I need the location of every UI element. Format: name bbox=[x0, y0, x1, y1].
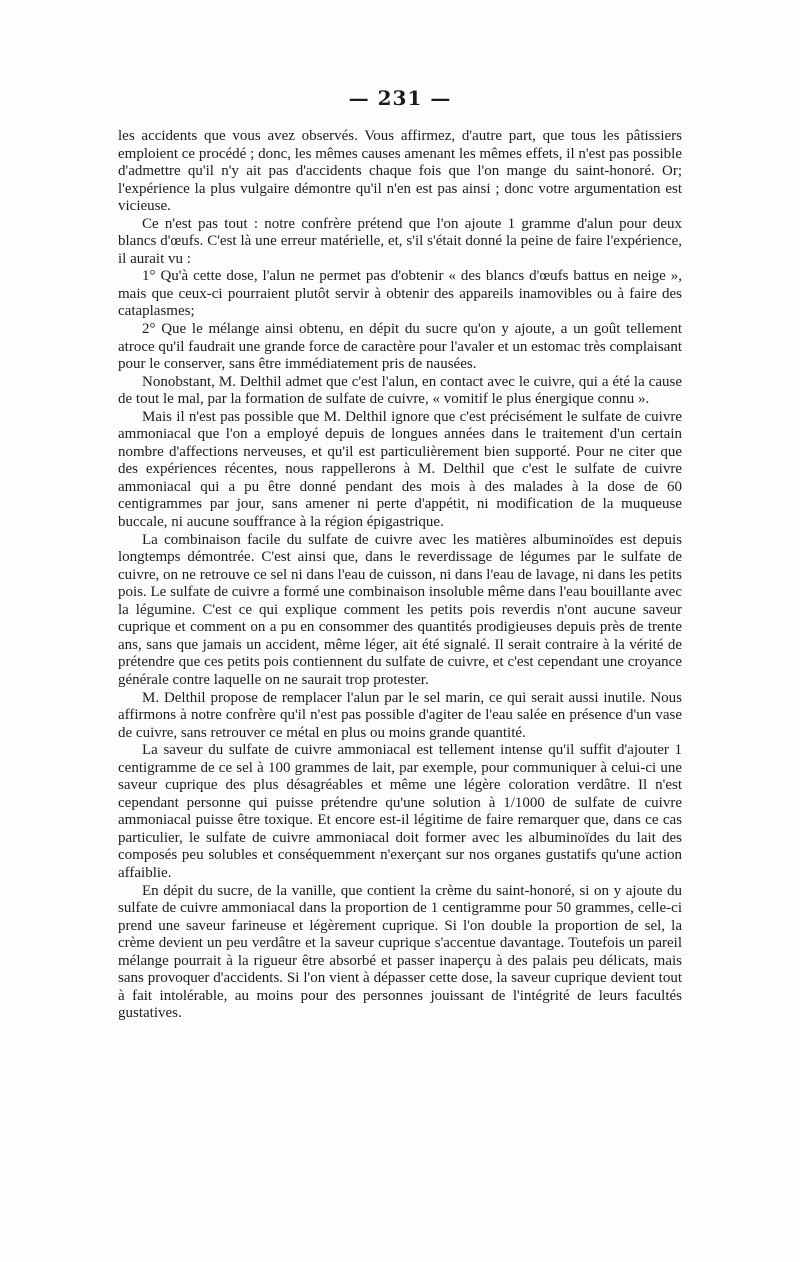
paragraph: M. Delthil propose de remplacer l'alun par le sel marin, ce qui serait aussi inutile. Nous affirmons à notre confrère qu'il n'est pas possible d'agiter de l'eau salée en présence d'un vase de cuivre, sans retrouver ce métal en plus ou moins grande quantité. bbox=[118, 689, 682, 741]
paragraph: En dépit du sucre, de la vanille, que contient la crème du saint-honoré, si on y ajoute du sulfate de cuivre ammoniacal dans la proportion de 1 centigramme pour 50 grammes, celle-ci prend une saveur farineuse et légèrement cuprique. Si l'on double la proportion de sel, la crème devient un peu verdâtre et la saveur cuprique s'accentue davantage. Toutefois un pareil mélange pourrait à la rigueur être absorbé et passer inaperçu à des palais peu délicats, mais sans provoquer d'accidents. Si l'on vient à dépasser cette dose, la saveur cuprique devient tout à fait intolérable, au moins pour des personnes jouissant de l'intégrité de leurs facultés gustatives. bbox=[118, 882, 682, 1022]
paragraph: les accidents que vous avez observés. Vous affirmez, d'autre part, que tous les pâtissiers emploient ce procédé ; donc, les mêmes causes amenant les mêmes effets, il n'est pas possible d'admettre qu'il n'y ait pas d'accidents chaque fois que l'on mange du saint-honoré. Or; l'expérience la plus vulgaire démontre qu'il n'en est pas ainsi ; donc votre argumentation est vicieuse. bbox=[118, 128, 682, 215]
paragraph: 1° Qu'à cette dose, l'alun ne permet pas d'obtenir « des blancs d'œufs battus en neige », mais que ceux-ci pourraient plutôt servir à obtenir des appareils inamovibles ou à faire des cataplasmes; bbox=[118, 268, 682, 320]
paragraph: 2° Que le mélange ainsi obtenu, en dépit du sucre qu'on y ajoute, a un goût tellement atroce qu'il faudrait une grande force de caractère pour l'avaler et un estomac très complaisant pour le conserver, sans être immédiatement pris de nausées. bbox=[118, 321, 682, 373]
paragraph: Nonobstant, M. Delthil admet que c'est l'alun, en contact avec le cuivre, qui a été la cause de tout le mal, par la formation de sulfate de cuivre, « vomitif le plus énergique connu ». bbox=[118, 373, 682, 408]
paragraph: La combinaison facile du sulfate de cuivre avec les matières albuminoïdes est depuis longtemps démontrée. C'est ainsi que, dans le reverdissage de légumes par le sulfate de cuivre, on ne retrouve ce sel ni dans l'eau de cuisson, ni dans l'eau de lavage, ni dans les petits pois. Le sulfate de cuivre a formé une combinaison insoluble même dans l'eau bouillante avec la légumine. C'est ce qui explique comment les petits pois reverdis n'ont aucune saveur cuprique et comment on a pu en consommer des quantités prodigieuses depuis près de trente ans, sans que jamais un accident, même léger, ait été signalé. Il serait contraire à la vérité de prétendre que ces petits pois contiennent du sulfate de cuivre, et c'est cependant une croyance générale contre laquelle on ne saurait trop protester. bbox=[118, 531, 682, 688]
paragraph: Ce n'est pas tout : notre confrère prétend que l'on ajoute 1 gramme d'alun pour deux blancs d'œufs. C'est là une erreur matérielle, et, s'il s'était donné la peine de faire l'expérience, il aurait vu : bbox=[118, 215, 682, 267]
body-text bbox=[118, 128, 682, 1023]
paragraph: La saveur du sulfate de cuivre ammoniacal est tellement intense qu'il suffit d'ajouter 1 centigramme de ce sel à 100 grammes de lait, par exemple, pour communiquer à celui-ci une saveur cuprique des plus désagréables et même une légère coloration verdâtre. Il n'est cependant personne qui puisse prétendre qu'une solution à 1/1000 de sulfate de cuivre ammoniacal puisse être toxique. Et encore est-il légitime de faire remarquer que, dans ce cas particulier, le sulfate de cuivre ammoniacal doit former avec les albuminoïdes du lait des composés peu solubles et conséquemment n'exerçant sur nos organes gustatifs qu'une action affaiblie. bbox=[118, 742, 682, 881]
page-number: — 231 — bbox=[348, 86, 452, 110]
paragraph: Mais il n'est pas possible que M. Delthil ignore que c'est précisément le sulfate de cuivre ammoniacal que l'on a employé depuis de longues années dans le traitement d'un certain nombre d'affections nerveuses, et qu'il est particulièrement bien supporté. Pour ne citer que des expériences récentes, nous rappellerons à M. Delthil que c'est le sulfate de cuivre ammoniacal qui a pu être donné pendant des mois à des malades à la dose de 60 centigrammes par jour, sans amener ni perte d'appétit, ni modification de la muqueuse buccale, ni aucune souffrance à la région épigastrique. bbox=[118, 408, 682, 531]
